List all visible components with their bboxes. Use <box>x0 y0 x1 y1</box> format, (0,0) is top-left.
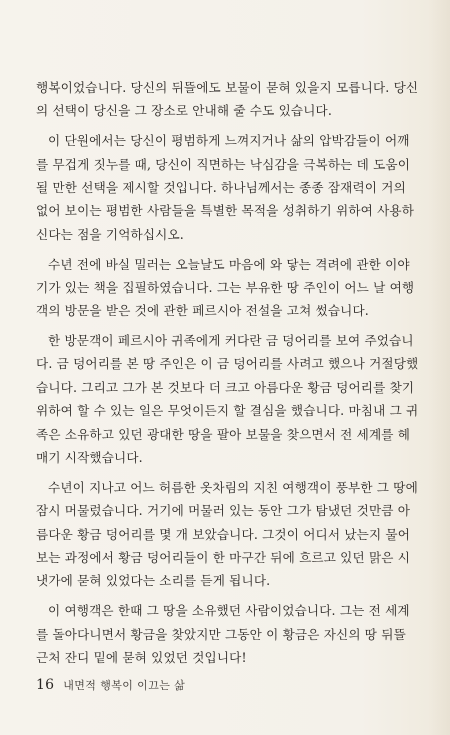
paragraph-4-line-6: 매기 시작했습니다. <box>36 450 143 466</box>
paragraph-4-line-4: 위하여 할 수 있는 일은 무엇이든지 할 결심을 했습니다. 마침내 그 귀 <box>36 403 419 419</box>
paragraph-4-line-1: 한 방문객이 페르시아 귀족에게 커다란 금 덩어리를 보여 주었습니 <box>48 333 414 349</box>
paragraph-2-line-5: 신다는 점을 기억하십시오. <box>36 226 184 242</box>
paragraph-1 <box>36 76 419 123</box>
paragraph-1-line-1: 행복이었습니다. 당신의 뒤뜰에도 보물이 묻혀 있을지 모릅니다. 당신 <box>36 80 419 95</box>
paragraph-4-line-5: 족은 소유하고 있던 광대한 땅을 팔아 보물을 찾으면서 전 세계를 헤 <box>36 426 411 442</box>
paragraph-4-line-2: 다. 금 덩어리를 본 땅 주인은 이 금 덩어리를 사려고 했으나 거절당했 <box>36 356 419 372</box>
paragraph-3-line-3: 객의 방문을 받은 것에 관한 페르시아 전설을 고쳐 썼습니다. <box>36 303 369 319</box>
paragraph-5-line-5: 냇가에 묻혀 있었다는 소리를 듣게 됩니다. <box>36 573 271 589</box>
running-title: 내면적 행복이 이끄는 삶 <box>63 679 186 692</box>
paragraph-6-line-2: 를 돌아다니면서 황금을 찾았지만 그동안 이 황금은 자신의 땅 뒤뜰 <box>36 626 406 642</box>
paragraph-4 <box>36 329 419 469</box>
paragraph-1-line-2: 의 선택이 당신을 그 장소로 안내해 줄 수도 있습니다. <box>36 103 333 119</box>
paragraph-4-line-3: 습니다. 그리고 그가 본 것보다 더 크고 아름다운 황금 덩어리를 찾기 <box>36 379 415 395</box>
page-binding-shadow <box>428 0 450 735</box>
paragraph-2-line-2: 를 무겁게 짓누를 때, 당신이 직면하는 낙심감을 극복하는 데 도움이 <box>36 156 411 172</box>
paragraph-2-line-3: 될 만한 선택을 제시할 것입니다. 하나님께서는 종종 잠재력이 거의 <box>36 179 406 195</box>
paragraph-6-line-3: 근처 잔디 밑에 묻혀 있었던 것입니다! <box>36 649 247 665</box>
paragraph-3 <box>36 253 415 323</box>
paragraph-6-line-1: 이 여행객은 한때 그 땅을 소유했던 사람이었습니다. 그는 전 세계 <box>48 603 410 619</box>
paragraph-5 <box>36 476 418 593</box>
paragraph-3-line-2: 기가 있는 책을 집필하였습니다. 그는 부유한 땅 주인이 어느 날 여행 <box>36 279 415 295</box>
paragraph-6 <box>36 599 408 669</box>
paragraph-2 <box>36 129 415 246</box>
paragraph-2-line-4: 없어 보이는 평범한 사람들을 특별한 목적을 성취하기 위하여 사용하 <box>36 203 415 219</box>
paragraph-2-line-1: 이 단원에서는 당신이 평범하게 느껴지거나 삶의 압박감들이 어깨 <box>48 133 410 149</box>
body-text <box>36 76 419 676</box>
paragraph-3-line-1: 수년 전에 바실 밀러는 오늘날도 마음에 와 닿는 격려에 관한 이야 <box>48 256 410 272</box>
paragraph-5-line-4: 보는 과정에서 황금 덩어리들이 한 마구간 뒤에 흐르고 있던 맑은 시 <box>36 549 411 565</box>
paragraph-5-line-3: 름다운 황금 덩어리를 몇 개 보았습니다. 그것이 어디서 났는지 물어 <box>36 526 411 542</box>
paragraph-5-line-2: 잠시 머물렀습니다. 거기에 머물러 있는 동안 그가 탐냈던 것만큼 아 <box>36 503 411 519</box>
paragraph-5-line-1: 수년이 지나고 어느 허름한 옷차림의 지친 여행객이 풍부한 그 땅에 <box>48 479 418 495</box>
page-number: 16 <box>36 677 55 693</box>
page-footer <box>36 677 185 693</box>
